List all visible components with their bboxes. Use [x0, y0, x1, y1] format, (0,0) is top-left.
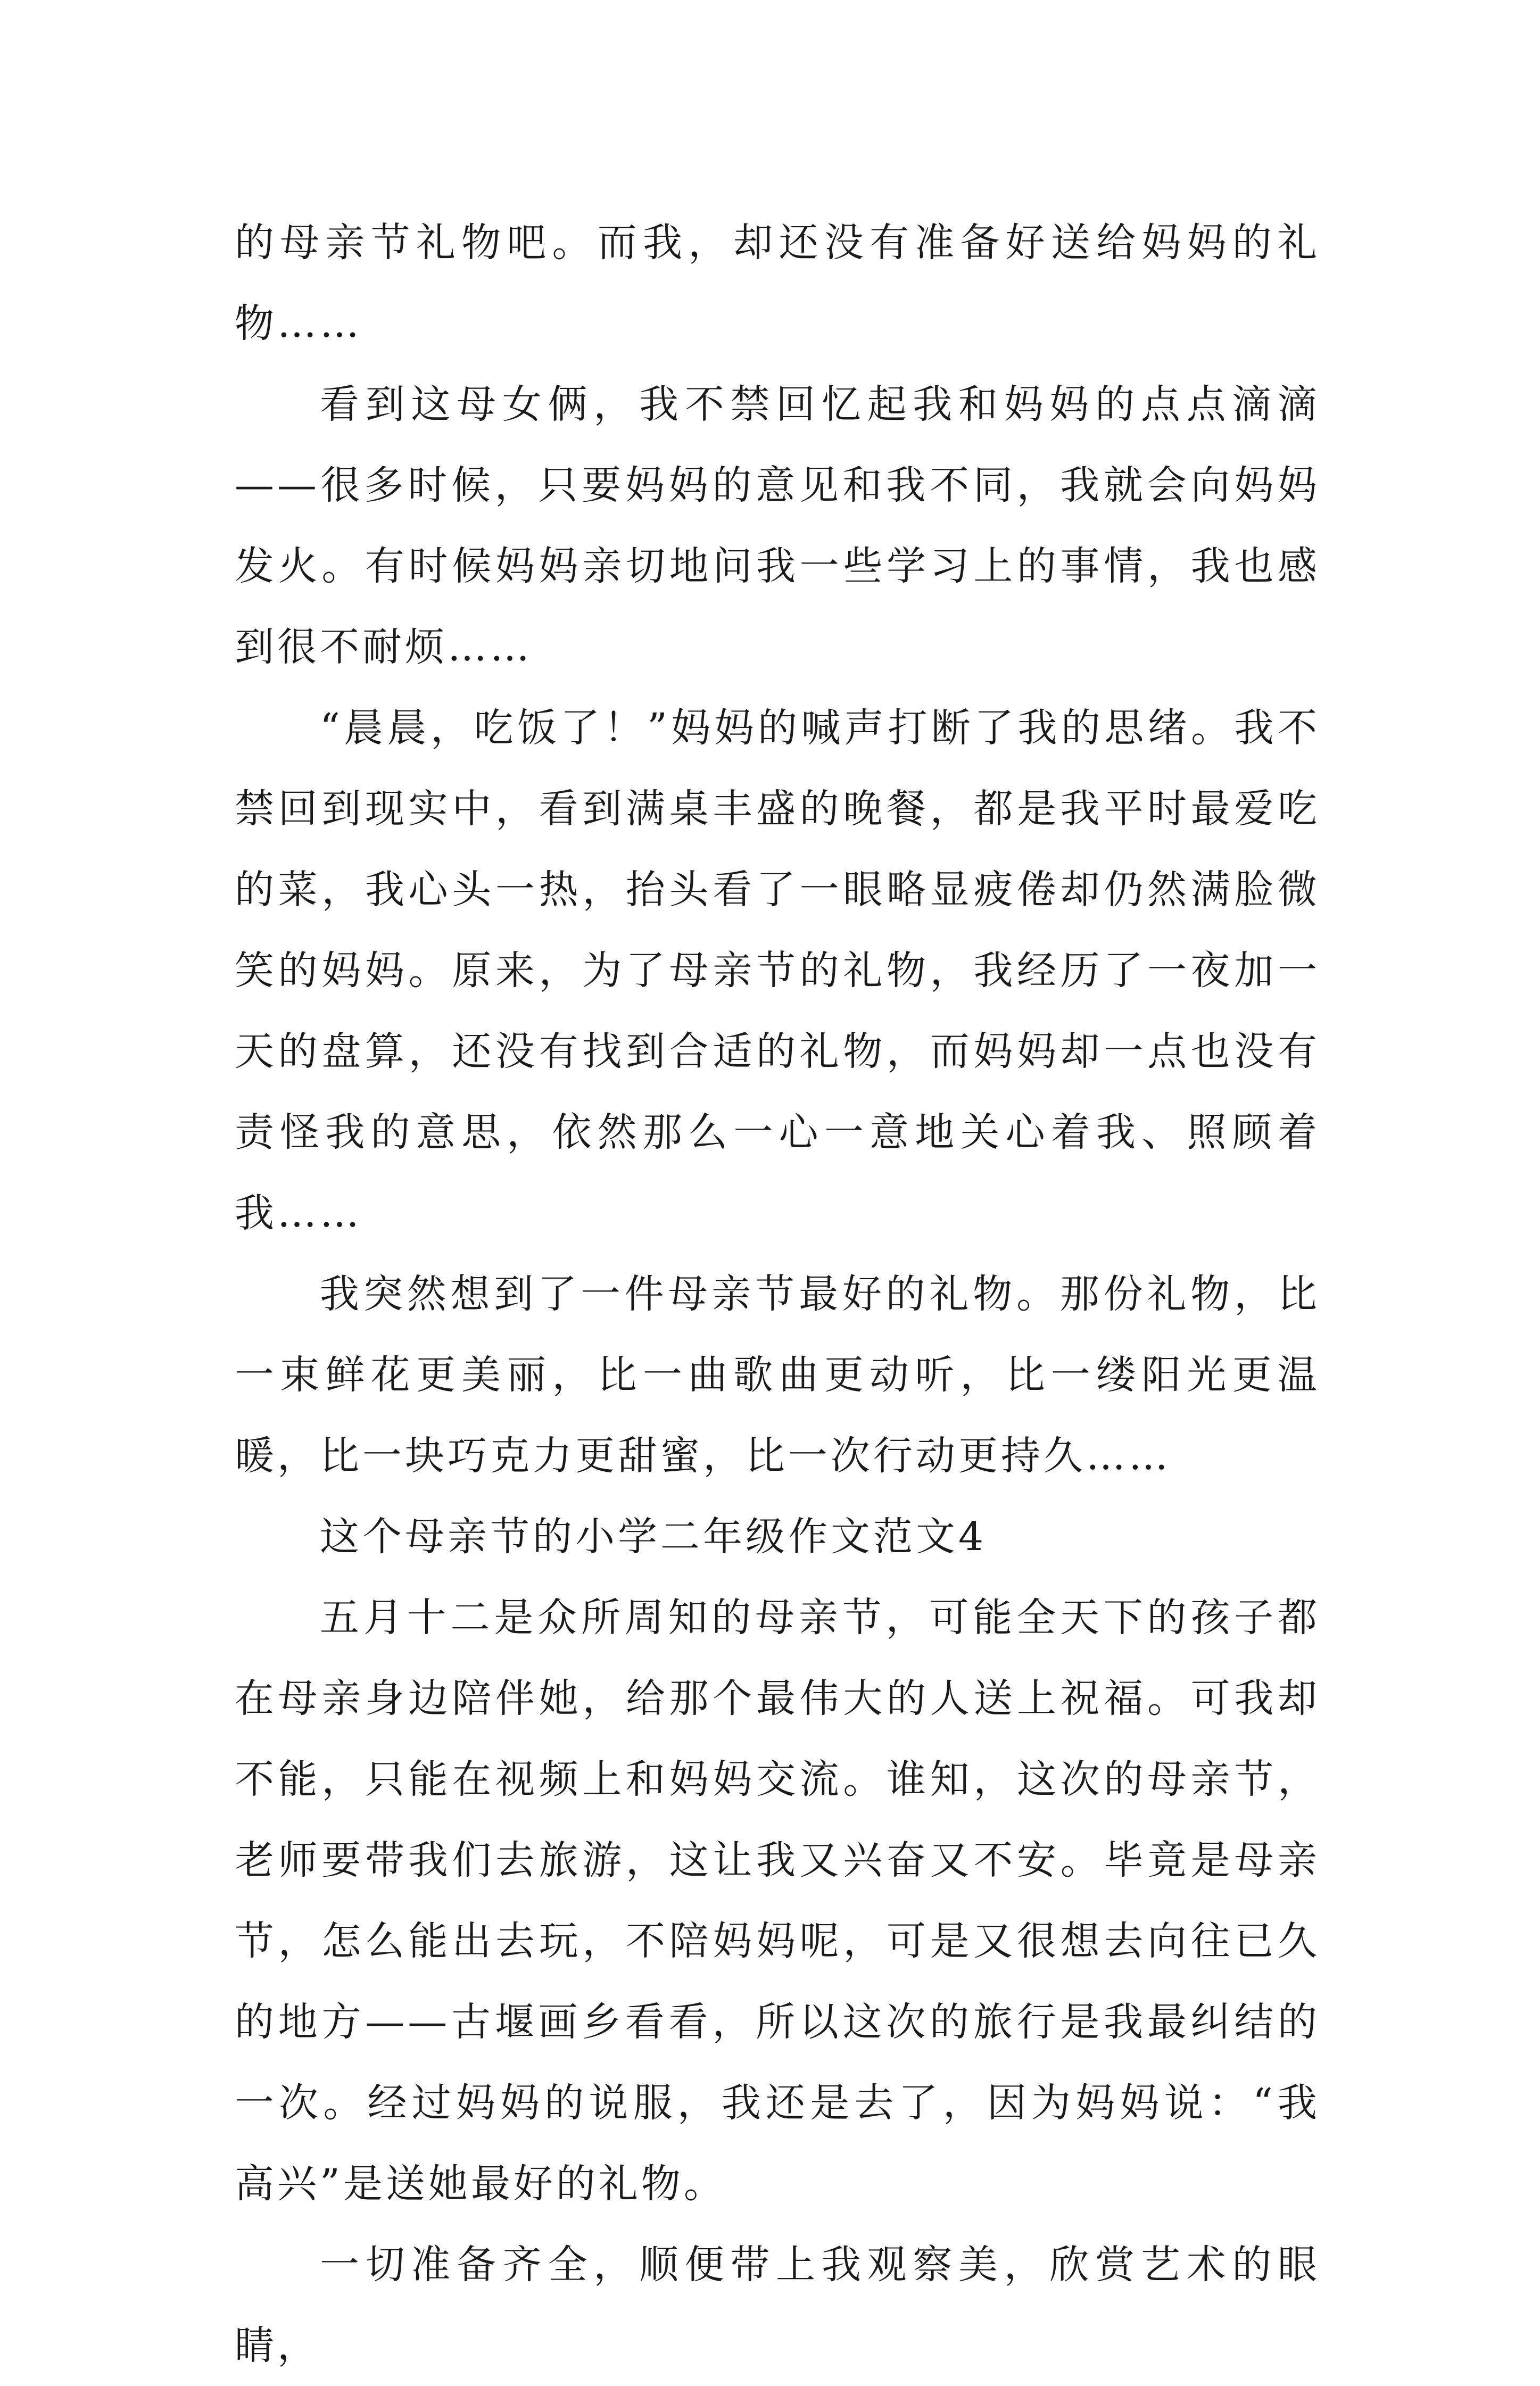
article-body [235, 202, 1320, 2386]
paragraph-best-gift: 我突然想到了一件母亲节最好的礼物。那份礼物，比一束鲜花更美丽，比一曲歌曲更动听，比一缕阳光更温暖，比一块巧克力更甜蜜，比一次行动更持久…… [235, 1271, 1320, 1479]
paragraph-preparation: 一切准备齐全，顺便带上我观察美，欣赏艺术的眼睛， [235, 2242, 1320, 2368]
paragraph-memory: 看到这母女俩，我不禁回忆起我和妈妈的点点滴滴——很多时候，只要妈妈的意见和我不同，我就会向妈妈发火。有时候妈妈亲切地问我一些学习上的事情，我也感到很不耐烦…… [235, 382, 1320, 670]
paragraph-mothers-day-trip: 五月十二是众所周知的母亲节，可能全天下的孩子都在母亲身边陪伴她，给那个最伟大的人送上祝福。可我却不能，只能在视频上和妈妈交流。谁知，这次的母亲节，老师要带我们去旅游，这让我又兴奋又不安。毕竟是母亲节，怎么能出去玩，不陪妈妈呢，可是又很想去向往已久的地方——古堰画乡看看，所以这次的旅行是我最纠结的一次。经过妈妈的说服，我还是去了，因为妈妈说：“我高兴”是送她最好的礼物。 [235, 1595, 1320, 2207]
paragraph-continuation: 的母亲节礼物吧。而我，却还没有准备好送给妈妈的礼物…… [235, 220, 1320, 346]
essay-title: 这个母亲节的小学二年级作文范文4 [320, 1514, 987, 1560]
paragraph-dinner: “晨晨，吃饭了！”妈妈的喊声打断了我的思绪。我不禁回到现实中，看到满桌丰盛的晚餐，都是我平时最爱吃的菜，我心头一热，抬头看了一眼略显疲倦却仍然满脸微笑的妈妈。原来，为了母亲节的礼物，我经历了一夜加一天的盘算，还没有找到合适的礼物，而妈妈却一点也没有责怪我的意思，依然那么一心一意地关心着我、照顾着我…… [235, 705, 1320, 1236]
